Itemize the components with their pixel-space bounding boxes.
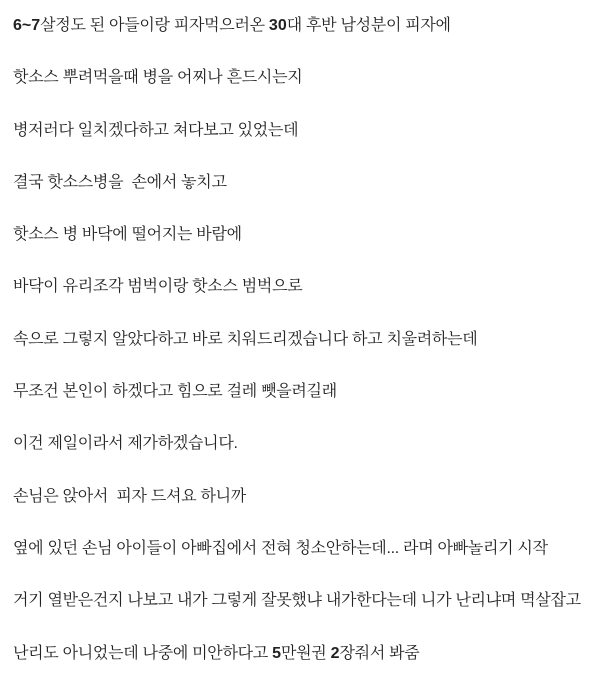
post-line: 6~7살정도 된 아들이랑 피자먹으러온 30대 후반 남성분이 피자에 [13, 17, 451, 34]
post-line: 바닥이 유리조각 범벅이랑 핫소스 범벅으로 [13, 278, 303, 296]
post-line: 옆에 있던 손님 아이들이 아빠집에서 전혀 청소안하는데... 라며 아빠놀리기 시작 [13, 539, 548, 557]
post-line-number: 6~7 [13, 17, 41, 34]
post-line: 병저러다 일치겠다하고 쳐다보고 있었는데 [13, 121, 299, 139]
post-line: 거기 열받은건지 나보고 내가 그렇게 잘못했냐 내가한다는데 니가 난리냐며 멱살잡고 [13, 592, 581, 610]
post-line-number: 2 [330, 644, 340, 662]
post-line: 핫소스 병 바닥에 떨어지는 바람에 [13, 226, 242, 244]
post-line: 난리도 아니었는데 나중에 미안하다고 5만원권 2장줘서 봐줌 [13, 644, 420, 662]
post-line: 속으로 그렇지 알았다하고 바로 치워드리겠습니다 하고 치울려하는데 [13, 330, 478, 348]
post-line: 손님은 앉아서 피자 드셔요 하니까 [13, 487, 246, 505]
post-body [13, 0, 599, 680]
post-line: 이건 제일이라서 제가하겠습니다. [13, 435, 238, 453]
post-line: 핫소스 뿌려먹을때 병을 어찌나 흔드시는지 [13, 69, 303, 87]
post-line-number: 5 [272, 644, 281, 662]
post-line-number: 30 [268, 17, 287, 34]
post-line: 무조건 본인이 하겠다고 힘으로 걸레 뺏을려길래 [13, 383, 337, 401]
post-line: 결국 핫소스병을 손에서 놓치고 [13, 173, 227, 191]
